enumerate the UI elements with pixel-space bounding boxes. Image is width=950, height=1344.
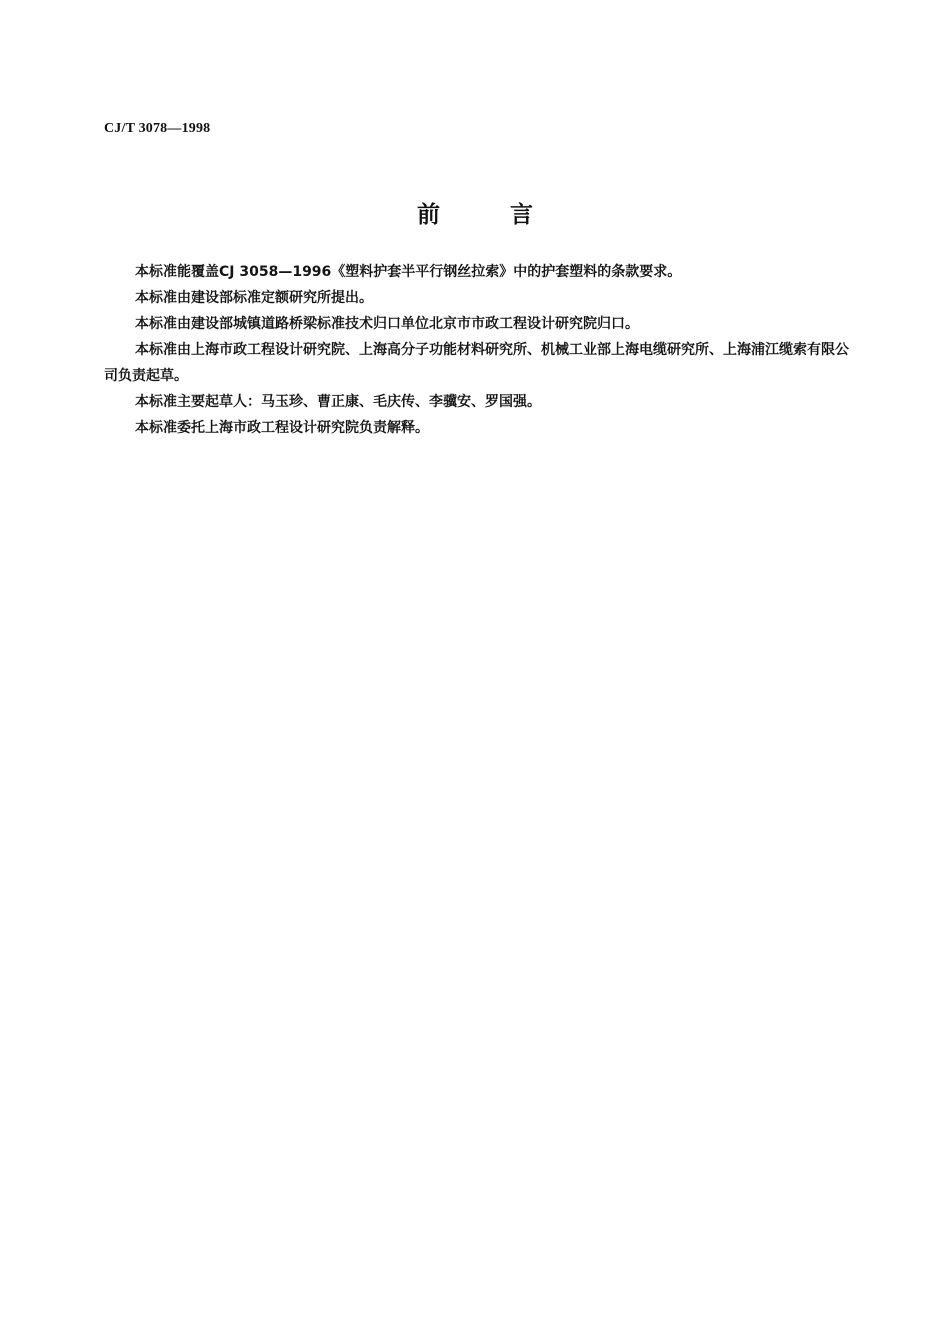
section-title: 前言 xyxy=(417,202,603,228)
paragraph-drafters: 本标准主要起草人：马玉珍、曹正康、毛庆传、李骥安、罗国强。 xyxy=(135,394,541,410)
standard-code-header: CJ/T 3078—1998 xyxy=(104,121,211,136)
paragraph-proposer: 本标准由建设部标准定额研究所提出。 xyxy=(135,290,373,306)
paragraph-coverage: 本标准能覆盖CJ 3058—1996《塑料护套半平行钢丝拉索》中的护套塑料的条款要求。 xyxy=(135,264,682,280)
paragraph-centralizing-unit: 本标准由建设部城镇道路桥梁标准技术归口单位北京市市政工程设计研究院归口。 xyxy=(135,316,639,332)
paragraph-interpretation: 本标准委托上海市政工程设计研究院负责解释。 xyxy=(135,420,429,436)
foreword-body xyxy=(104,259,849,441)
paragraph-drafting-units: 本标准由上海市政工程设计研究院、上海高分子功能材料研究所、机械工业部上海电缆研究所、上海浦江缆索有限公司负责起草。 xyxy=(104,342,849,384)
